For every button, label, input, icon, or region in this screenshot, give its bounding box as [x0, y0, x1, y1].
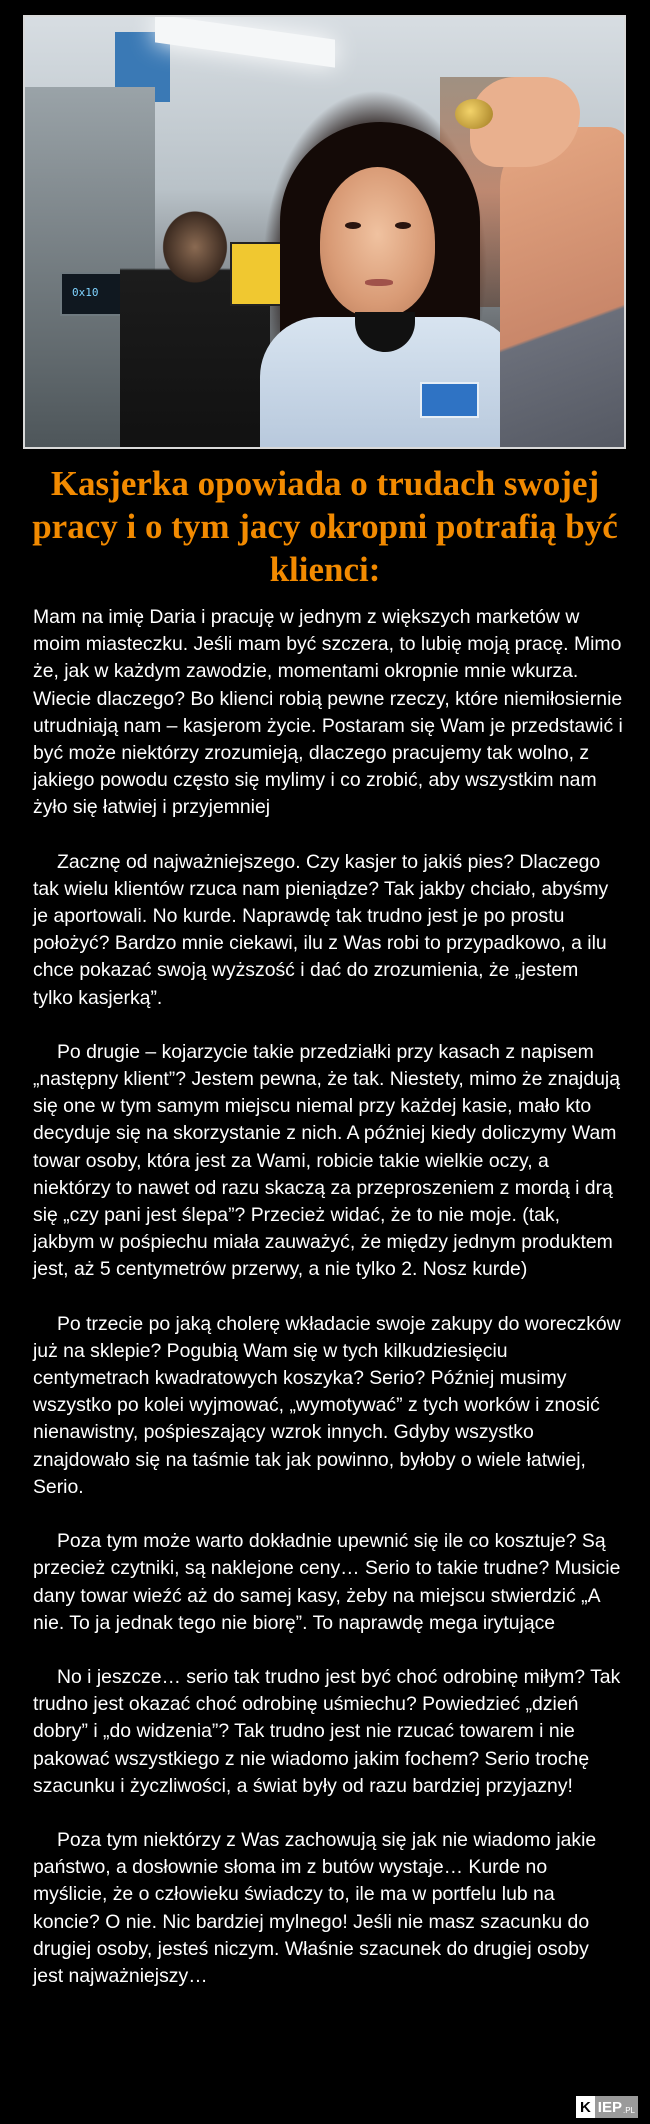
- cashier-eye-left: [345, 222, 361, 229]
- story-body: [33, 604, 623, 2017]
- cashier-eye-right: [395, 222, 411, 229]
- logo-letter-k: K: [576, 2096, 595, 2118]
- cashier-mouth: [365, 279, 393, 286]
- cashier-face: [320, 167, 435, 317]
- register-display-text: 0x10: [72, 286, 99, 299]
- cashier-arm: [500, 127, 626, 449]
- story-paragraph-5: Poza tym może warto dokładnie upewnić się ile co kosztuje? Są przecież czytniki, są naklejone ceny… Serio to takie trudne? Musicie dany towar wieźć aż do samej kasy, żeby na miejscu stwierdzić „A nie. To ja jednak tego nie biorę”. To naprawdę mega irytujące: [33, 1530, 621, 1634]
- story-paragraph-3: Po drugie – kojarzycie takie przedziałki przy kasach z napisem „następny klient”? Jestem pewna, że tak. Niestety, mimo że znajdują się one w tym samym miejscu niemal przy każdej kasie, mało kto decyduje się na skorzystanie z nich. A później kiedy doliczymy Wam towar osoby, która jest za Wami, robicie takie wielkie oczy, a niektórzy to nawet od razu skaczą za przeproszeniem z mordą i drą się „czy pani jest ślepa”? Przecież widać, że to nie moje. (tak, jakbym w pośpiechu miała zauważyć, że między jednym produktem jest, aż 5 centymetrów przerwy, a nie tylko 2. Nosz kurde): [33, 1040, 621, 1281]
- coin: [455, 99, 493, 129]
- logo-letters: [595, 2096, 638, 2118]
- kiep-logo[interactable]: [576, 2096, 638, 2118]
- headline: Kasjerka opowiada o trudach swojej pracy i o tym jacy okropni potrafią być klienci:: [32, 464, 618, 589]
- cashier-photo: [23, 15, 626, 449]
- story-paragraph-7: Poza tym niektórzy z Was zachowują się jak nie wiadomo jakie państwo, a dosłownie słoma im z butów wystaje… Kurde no myślicie, że o człowieku świadczy to, ile ma w portfelu lub na koncie? O nie. Nic bardziej mylnego! Jeśli nie masz szacunku do drugiej osoby, jesteś niczym. Właśnie szacunek do drugiej osoby jest najważniejszy…: [33, 1828, 597, 1987]
- story-paragraph-2: Zacznę od najważniejszego. Czy kasjer to jakiś pies? Dlaczego tak wielu klientów rzuca nam pieniądze? Tak jakby chciało, abyśmy je aportowali. No kurde. Naprawdę tak trudno jest je po prostu położyć? Bardzo mnie ciekawi, ilu z Was robi to przypadkowo, a ilu chce pokazać swoją wyższość i dać do zrozumienia, że „jestem tylko kasjerką”.: [33, 850, 609, 1009]
- logo-suffix: .PL: [622, 2106, 635, 2115]
- photo-scene: [25, 17, 624, 447]
- story-paragraph-6: No i jeszcze… serio tak trudno jest być choć odrobinę miłym? Tak trudno jest okazać choć odrobinę uśmiechu? Powiedzieć „dzień dobry” i „do widzenia”? Tak trudno jest nie rzucać towarem i nie pakować wszystkiego z nie wiadomo jakim fochem? Serio trochę szacunku i życzliwości, a świat były od razu bardziej przyjazny!: [33, 1665, 621, 1797]
- story-paragraph-4: Po trzecie po jaką cholerę wkładacie swoje zakupy do woreczków już na sklepie? Pogubią Wam się w tych kilkudziesięciu centymetrach kwadratowych koszyka? Serio? Później musimy wszystko po kolei wyjmować, „wymotywać” z tych worków i znosić nienawistny, pośpieszający wzrok innych. Gdyby wszystko znajdowało się na taśmie tak jak powinno, byłoby o wiele łatwiej, Serio.: [33, 1312, 621, 1498]
- name-tag: [420, 382, 479, 418]
- story-paragraph-1: Mam na imię Daria i pracuję w jednym z większych marketów w moim miasteczku. Jeśli mam być szczera, to lubię moją pracę. Mimo że, jak w każdym zawodzie, momentami okropnie mnie wkurza. Wiecie dlaczego? Bo klienci robią pewne rzeczy, które niemiłosiernie utrudniają nam – kasjerom życie. Postaram się Wam je przedstawić i być może niektórzy zrozumieją, dlaczego pracujemy tak wolno, z jakiego powodu często się mylimy i co zrobić, aby wszystkim nam żyło się łatwiej i przyjemniej: [33, 606, 623, 819]
- logo-letters-main: IEP: [597, 2098, 622, 2116]
- ceiling-light: [155, 15, 335, 68]
